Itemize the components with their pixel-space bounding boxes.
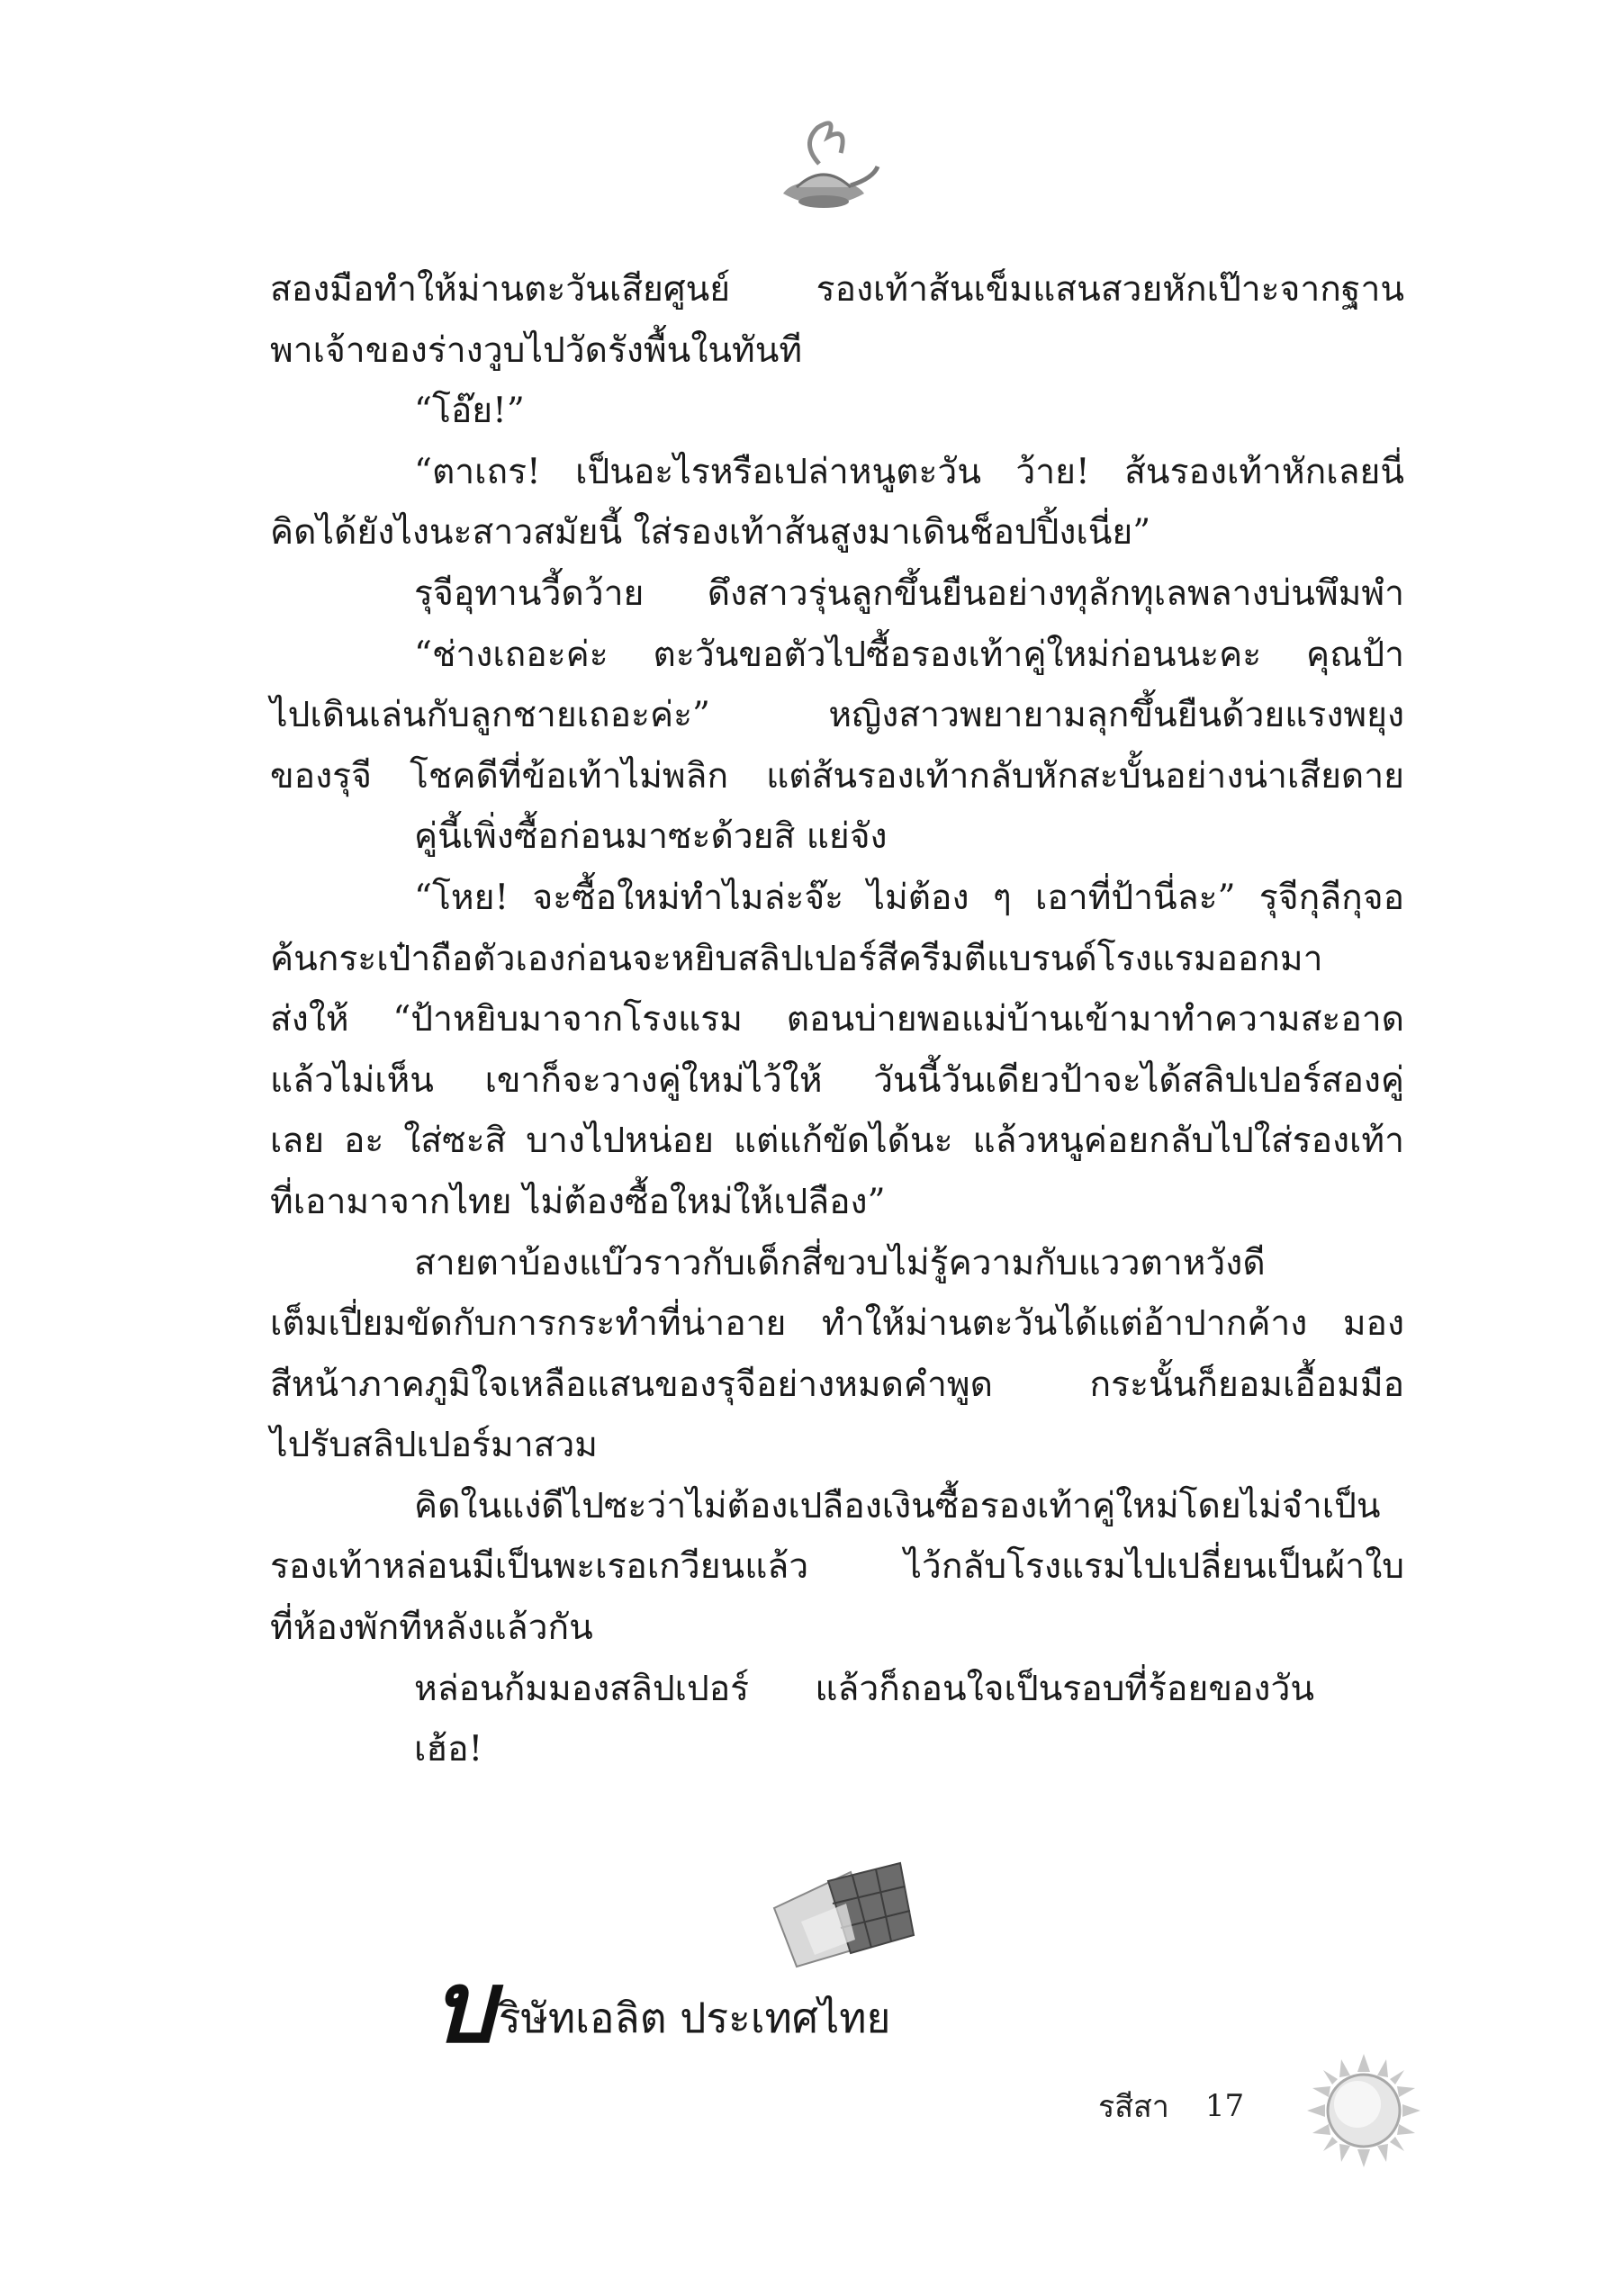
text-line: ของรุจี โชคดีที่ข้อเท้าไม่พลิก แต่ส้นรองเท้ากลับหักสะบั้นอย่างน่าเสียดาย [270,755,1404,797]
text-line: ที่ห้องพักทีหลังแล้วกัน [270,1607,593,1649]
text-line: “ช่างเถอะค่ะ ตะวันขอตัวไปซื้อรองเท้าคู่ใหม่ก่อนนะคะ คุณป้า [414,634,1404,675]
text-line: ที่เอามาจากไทย ไม่ต้องซื้อใหม่ให้เปลือง” [270,1181,886,1222]
page-number: 17 [1204,2088,1245,2124]
sun-icon [1305,2052,1422,2169]
text-line: คู่นี้เพิ่งซื้อก่อนมาซะด้วยสิ แย่จัง [414,816,888,858]
section-heading [432,1944,891,2065]
text-line: คิดในแง่ดีไปซะว่าไม่ต้องเปลืองเงินซื้อรองเท้าคู่ใหม่โดยไม่จำเป็น [414,1485,1381,1526]
text-line: คิดได้ยังไงนะสาวสมัยนี้ ใส่รองเท้าส้นสูงมาเดินช็อปปิ้งเนี่ย” [270,512,1151,554]
text-line: รุจีอุทานวี้ดว้าย ดึงสาวรุ่นลูกขึ้นยืนอย่างทุลักทุเลพลางบ่นพึมพำ [414,572,1404,614]
running-title: รสีสา [1098,2089,1169,2125]
text-line: สองมือทำให้ม่านตะวันเสียศูนย์ รองเท้าส้นเข็มแสนสวยหักเป๊าะจากฐาน [270,269,1404,310]
text-line: เฮ้อ! [414,1729,483,1770]
text-line: เต็มเปี่ยมขัดกับการกระทำที่น่าอาย ทำให้ม่านตะวันได้แต่อ้าปากค้าง มอง [270,1303,1404,1345]
text-line: ไปรับสลิปเปอร์มาสวม [270,1425,599,1466]
text-line: “ตาเถร! เป็นอะไรหรือเปล่าหนูตะวัน ว้าย! ส้นรองเท้าหักเลยนี่ [414,451,1404,492]
text-line: เลย อะ ใส่ซะสิ บางไปหน่อย แต่แก้ขัดได้นะ แล้วหนูค่อยกลับไปใส่รองเท้า [270,1121,1404,1162]
text-line: พาเจ้าของร่างวูบไปวัดรังพื้นในทันที [270,329,803,371]
text-line: รองเท้าหล่อนมีเป็นพะเรอเกวียนแล้ว ไว้กลับโรงแรมไปเปลี่ยนเป็นผ้าใบ [270,1546,1404,1588]
heading-dropcap: บ [432,1949,495,2065]
text-line: ค้นกระเป๋าถือตัวเองก่อนจะหยิบสลิปเปอร์สีครีมตีแบรนด์โรงแรมออกมา [270,938,1323,979]
text-line: “โอ๊ย!” [414,391,525,432]
text-line: “โหย! จะซื้อใหม่ทำไมล่ะจ๊ะ ไม่ต้อง ๆ เอาที่ป้านี่ละ” รุจีกุลีกุจอ [414,877,1404,918]
text-line: สีหน้าภาคภูมิใจเหลือแสนของรุจีอย่างหมดคำพูด กระนั้นก็ยอมเอื้อมมือ [270,1364,1404,1405]
text-line: ไปเดินเล่นกับลูกชายเถอะค่ะ” หญิงสาวพยายามลุกขึ้นยืนด้วยแรงพยุง [270,695,1404,736]
page-footer [1098,2079,1244,2133]
text-line: แล้วไม่เห็น เขาก็จะวางคู่ใหม่ไว้ให้ วันนี้วันเดียวป้าจะได้สลิปเปอร์สองคู่ [270,1059,1404,1101]
text-line: สายตาบ้องแบ๊วราวกับเด็กสี่ขวบไม่รู้ความกับแววตาหวังดี [414,1242,1266,1283]
magic-lamp-icon [765,108,882,225]
heading-text: ริษัทเอลิต ประเทศไทย [498,1994,891,2042]
text-line: หล่อนก้มมองสลิปเปอร์ แล้วก็ถอนใจเป็นรอบที่ร้อยของวัน [414,1668,1314,1709]
text-line: ส่งให้ “ป้าหยิบมาจากโรงแรม ตอนบ่ายพอแม่บ้านเข้ามาทำความสะอาด [270,999,1404,1040]
body-text [270,259,1404,1780]
